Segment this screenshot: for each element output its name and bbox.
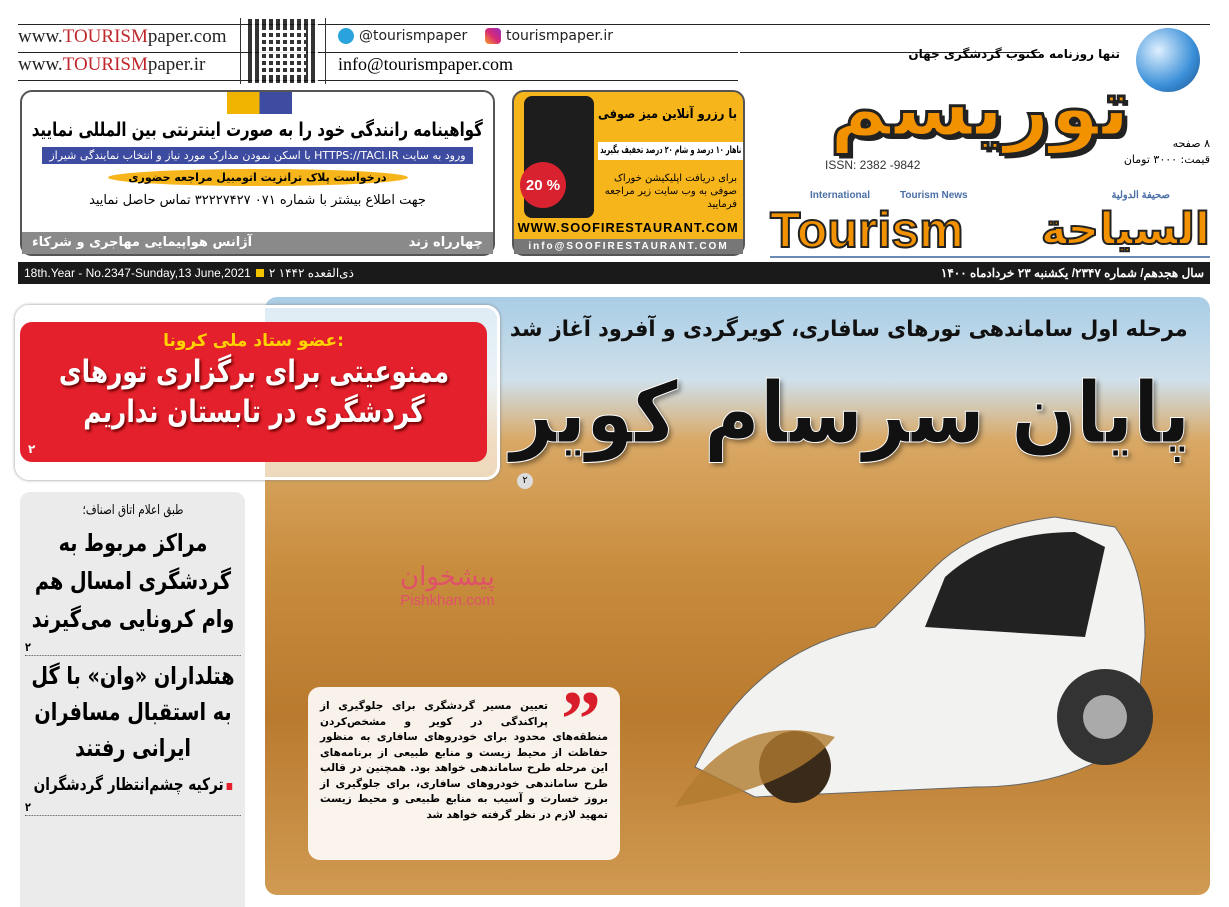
text: Tourism News [900,190,968,201]
ad-headline [32,118,483,142]
text: ترکیه چشم‌انتظار گردشگران [33,775,224,795]
bullet-icon [226,783,232,790]
text: ۲ ذی‌القعده ۱۴۴۲ [268,266,354,280]
story-headline-wrap [30,352,478,432]
page-ref: ۲ [28,442,36,456]
lead-headline[interactable] [510,363,1190,463]
ad-phone [32,192,483,210]
text: info@SOOFIRESTAURANT.COM [528,241,729,252]
price: قیمت: ۳۰۰۰ تومان [1123,153,1210,166]
ad-logo-icon [227,92,292,114]
website-com-link[interactable] [18,26,226,48]
text: پیشخوان [400,562,495,592]
story-headline: ممنوعیتی برای برگزاری تورهای گردشگری در تابستان نداریم [58,354,449,430]
pages-price [1124,136,1210,168]
text: مرحله اول ساماندهی تورهای سافاری، کویرگردی و آفرود آغاز شد [510,317,1188,342]
telegram-handle[interactable] [338,28,467,44]
globe-icon [1136,28,1200,92]
text: چهارراه زند [408,235,483,250]
tagline: تنها روزنامه مکتوب گردشگری جهان [908,47,1120,61]
suv-image [675,507,1155,807]
text: Pishkhan.com [400,592,495,609]
rule [18,80,738,81]
ad-text [598,142,743,160]
logo-title: توریسم [829,61,1130,154]
red-story[interactable] [20,322,487,462]
text: صحيفة الدولية [1111,190,1170,201]
page-ref: ۲ [25,800,241,816]
date-fa: سال هجدهم/ شماره ۲۳۴۷/ یکشنبه ۲۳ خردادماه ۱۴۰۰ [940,266,1204,280]
instagram-handle[interactable] [485,28,613,44]
instagram-icon [485,28,501,44]
driving-license-ad[interactable] [20,90,495,256]
masthead-logo [770,28,1210,178]
ad-email[interactable] [514,239,743,254]
page-count: ۸ صفحه [1172,137,1210,150]
ad-text [42,147,473,164]
lead-kicker [510,315,1188,345]
text: گواهینامه رانندگی خود را به صورت اینترنتی بین المللی نمایید [31,119,484,141]
date-en [24,266,354,280]
text: tourismpaper.ir [506,28,614,44]
qr-code-icon [248,19,318,83]
story-headline[interactable]: مراکز مربوط به گردشگری امسال هم وام کرونایی می‌گیرند [31,529,234,633]
ad-title [598,106,737,124]
telegram-icon [338,28,354,44]
quote-mark-icon: ” [561,676,601,764]
logo-en: Tourism [770,202,964,258]
side-column [20,492,245,907]
rule [18,24,1210,25]
date-bar [18,262,1210,284]
restaurant-ad[interactable] [512,90,745,256]
text: paper.ir [147,54,206,75]
side-content [25,502,241,816]
text: ناهار ۱۰ درصد و شام ۲۰ درصد تخفیف بگیرید [600,145,741,156]
pull-quote [308,676,620,860]
page-ref: ۲ [25,640,241,656]
text: 18th.Year - No.2347-Sunday,13 June,2021 [24,266,251,280]
text: جهت اطلاع بیشتر با شماره ۰۷۱ ۳۲۲۲۷۴۲۷ تماس حاصل نمایید [89,193,426,208]
text: @tourismpaper [359,28,468,44]
watermark [400,562,495,609]
story-headline[interactable]: هتلداران «وان» با گل به استقبال مسافران ایرانی رفتند [30,662,235,762]
text: درخواست پلاک ترانزیت اتومبیل مراجعه حضوری [128,171,387,184]
text: با رزرو آنلاین میز صوفی [597,107,737,122]
text: WWW.SOOFIRESTAURANT.COM [517,220,740,235]
logo-ar: السياحة [1040,204,1210,255]
text: TOURISM [62,26,148,47]
discount-badge: 20 % [520,162,566,208]
text: www. [18,26,63,47]
text: پایان سرسام کویر [509,364,1190,462]
story-item[interactable] [25,772,241,798]
text: paper.com [147,26,227,47]
website-ir-link[interactable] [18,54,205,76]
qr-code[interactable] [240,18,326,84]
email-link[interactable]: info@tourismpaper.com [338,54,514,74]
story-kicker: طبق اعلام اتاق اصناف؛ [82,503,183,518]
story-kicker: عضو ستاد ملی کرونا: [163,331,344,351]
text: ورود به سایت HTTPS://TACI.IR با اسکن نمودن مدارک مورد نیاز و انتخاب نمایندگی شیراز [49,149,466,162]
page-ref[interactable]: ۲ [517,473,533,489]
quote-text: تعیین مسیر گردشگری برای جلوگیری از پراکندگی در کویر و مشخص‌کردن منطقه‌های محدود برای خودروهای سافاری به منظور حفاظت از محیط زیست و منابع طبیعی از برنامه‌های این مرحله طرح ساماندهی خواهد بود. همچنین در قالب طرح ساماندهی خودروهای سافاری، برای جلوگیری از بروز خسارت و آسیب به منابع طبیعی و محیط زیست تمهید لازم در نظر گرفته خواهد شد [320,700,608,821]
tourism-logo [770,190,1210,258]
text: www. [18,54,63,75]
issn: ISSN: 2382 -9842 [825,158,921,172]
square-icon [256,269,264,277]
ad-footer [22,232,493,254]
ad-text: برای دریافت اپلیکیشن خوراک صوفی به وب سایت زیر مراجعه فرمایید [604,173,737,210]
ad-website[interactable] [518,220,739,236]
rule [18,52,738,53]
text: TOURISM [62,54,148,75]
text: International [810,190,871,201]
ad-text [108,169,408,186]
text: آژانس هواپیمایی مهاجری و شرکاء [32,235,253,250]
